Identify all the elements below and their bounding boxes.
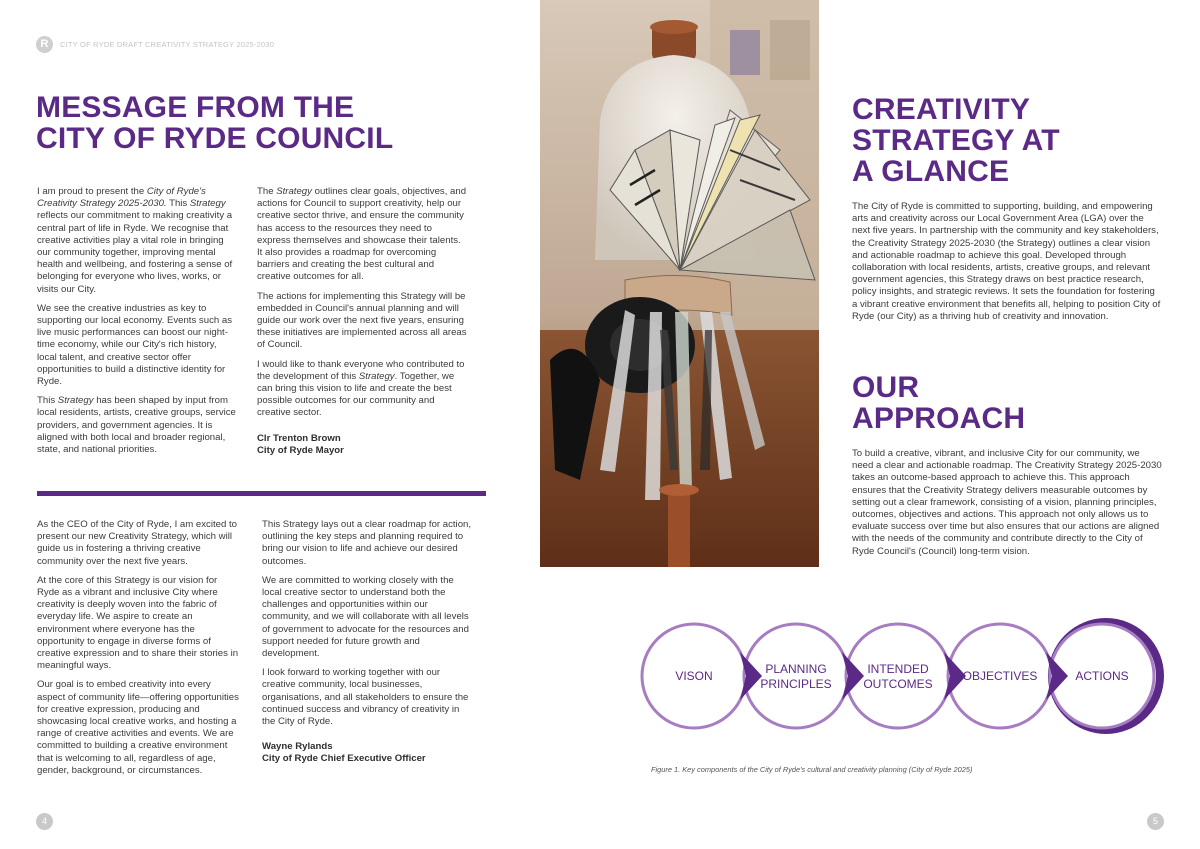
ceo-message-column-2 <box>262 519 472 766</box>
step-label-4: OBJECTIVES <box>962 669 1038 683</box>
glance-text-column <box>852 201 1162 330</box>
step-label-3: INTENDED OUTCOMES <box>863 662 933 691</box>
message-title-line2: CITY OF RYDE COUNCIL <box>36 122 394 155</box>
ceo-role: City of Ryde Chief Executive Officer <box>262 753 426 765</box>
ceo-paragraph-3: Our goal is to embed creativity into every aspect of community life—offering opportunities for creative expression, producing and showcasing local creative works, and hosting a range of creative activities and events. We are committed to building a creative environment that is welcoming to all, regardless of age, gender, background, or circumstances. <box>37 679 239 776</box>
mayor-paragraph-4: The Strategy outlines clear goals, objectives, and actions for Council to support creativity, help our creative sector thrive, and ensure the community has access to the resources they need to express themselves and showcase their talents. It also provides a roadmap for overcoming barriers and creating the best cultural and creative outcomes for all. <box>257 186 467 283</box>
glance-title <box>852 94 1060 187</box>
mayor-paragraph-5: The actions for implementing this Strategy will be embedded in Council's annual planning and will guide our work over the next five years, ensuring these initiatives are implemented across all areas of Council. <box>257 290 467 351</box>
mayor-message-column-2 <box>257 186 467 457</box>
mayor-paragraph-3: This Strategy has been shaped by input from local residents, artists, creative groups, service providers, and government agencies. It is aligned with both local and broader regional, state, and national priorities. <box>37 395 236 456</box>
message-title <box>36 92 393 154</box>
running-title: CITY OF RYDE DRAFT CREATIVITY STRATEGY 2025-2030 <box>60 40 275 49</box>
figure-caption: Figure 1. Key components of the City of Ryde's cultural and creativity planning (City of Ryde 2025) <box>651 765 973 774</box>
step-label-5: ACTIONS <box>1075 669 1129 683</box>
ceo-signature <box>262 741 472 765</box>
step-label-2: PLANNING PRINCIPLES <box>760 662 832 691</box>
step-label-1: VISON <box>675 669 713 683</box>
mayor-name: Clr Trenton Brown <box>257 432 341 444</box>
ceo-name: Wayne Rylands <box>262 741 333 753</box>
mayor-signature <box>257 433 467 457</box>
mayor-paragraph-1: I am proud to present the City of Ryde's Creativity Strategy 2025-2030. This Strategy reflects our commitment to making creativity a central part of life in Ryde. We recognise that creative activities play a vital role in bringing our community together, improving mental health and wellbeing, and fostering a sense of belonging for everyone who lives, works, or visits our City. <box>37 186 233 295</box>
section-divider <box>37 491 486 496</box>
page-number-left: 4 <box>36 813 53 830</box>
approach-title-line1: OUR <box>852 371 920 404</box>
glance-title-line2: STRATEGY AT <box>852 124 1060 157</box>
ceo-paragraph-1: As the CEO of the City of Ryde, I am excited to present our new Creativity Strategy, which will guide us in fostering a thriving creative community over the next five years. <box>37 519 237 567</box>
ceo-message-column-1 <box>37 519 239 784</box>
mayor-role: City of Ryde Mayor <box>257 444 344 456</box>
glance-title-line1: CREATIVITY <box>852 93 1031 126</box>
ceo-paragraph-6: I look forward to working together with our creative community, local businesses, organisations, and all stakeholders to ensure the continued success and vibrancy of creativity in the City of Ryde. <box>262 667 469 728</box>
approach-text-column <box>852 448 1162 565</box>
glance-title-line3: A GLANCE <box>852 155 1010 188</box>
approach-title <box>852 372 1025 434</box>
city-logo: R <box>36 36 53 53</box>
mayor-paragraph-6: I would like to thank everyone who contributed to the development of this Strategy. Together, we can bring this vision to life and create the best possible outcomes for our community and creative sector. <box>257 358 465 419</box>
mayor-paragraph-2: We see the creative industries as key to supporting our local economy. Events such as live music performances can boost our night-time economy, while our City's rich history, local talent, and creative sector offer opportunities to build a distinctive identity for Ryde. <box>37 302 232 388</box>
sculpture-image <box>540 0 819 567</box>
sculpture-photo <box>540 0 819 567</box>
page-number-right: 5 <box>1147 813 1164 830</box>
approach-title-line2: APPROACH <box>852 402 1026 435</box>
approach-paragraph: To build a creative, vibrant, and inclusive City for our community, we need a clear and actionable roadmap. The Creativity Strategy 2025-2030 takes an outcome-based approach to achieve this. This approach ensures that the Creativity Strategy delivers measurable outcomes by setting out a clear framework, consisting of a vision, planning principles, outcomes, objectives and actions. This approach not only allows us to evaluate success over time but also ensures that our actions are aligned with the needs of the community and contribute directly to the City of Ryde Council's (Council) long-term vision. <box>852 448 1162 557</box>
ceo-paragraph-2: At the core of this Strategy is our vision for Ryde as a vibrant and inclusive City where creativity is deeply woven into the fabric of everyday life. We aspire to create an environment where everyone has the opportunity to engage in diverse forms of creative expression and to share their stories in meaningful ways. <box>37 574 239 672</box>
mayor-message-column-1 <box>37 186 237 463</box>
framework-diagram <box>630 615 1170 740</box>
message-title-line1: MESSAGE FROM THE <box>36 91 355 124</box>
ceo-paragraph-4: This Strategy lays out a clear roadmap for action, outlining the key steps and planning required to bring our vision to life and achieve our desired outcomes. <box>262 519 472 567</box>
ceo-paragraph-5: We are committed to working closely with the local creative sector to understand both the challenges and opportunities within our community, and we will collaborate with all levels of government to advocate for the resources and support needed for future growth and development. <box>262 574 469 660</box>
glance-paragraph: The City of Ryde is committed to supporting, building, and empowering arts and creativity across our Local Government Area (LGA) over the next five years. In partnership with the community and key stakeholders, the Creativity Strategy 2025-2030 (the Strategy) outlines a clear vision and actionable roadmap to achieve this goal. Developed through collaboration with local residents, artists, creative groups, and relevant government agencies, this Strategy draws on best practice research, policy insights, and strategic reviews. It sets the foundation for fostering a vibrant creative environment that benefits all, helping to position City of Ryde (our City) as a thriving hub of creativity and innovation. <box>852 201 1161 322</box>
